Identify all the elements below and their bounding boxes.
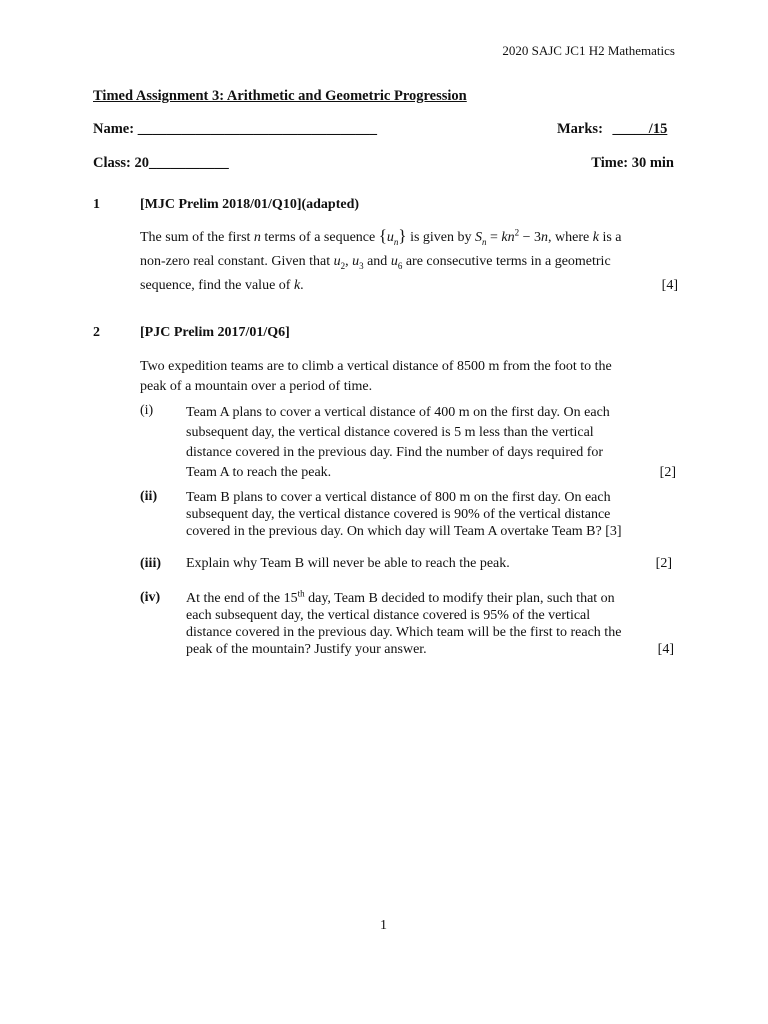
part-iv-marks: [4] xyxy=(657,642,674,657)
question-1-heading: [MJC Prelim 2018/01/Q10](adapted) xyxy=(140,197,360,212)
page-number: 1 xyxy=(380,918,387,933)
part-iii-marks: [2] xyxy=(655,556,672,571)
part-ii-body: Team B plans to cover a vertical distance of 800 m on the first day. On each subsequent day, the vertical distance covered is 90% of the vertical distance covered in the previous day. On which day will Team A overtake Team B? [3] xyxy=(186,490,622,539)
question-2-heading: [PJC Prelim 2017/01/Q6] xyxy=(140,325,290,340)
part-i-marks: [2] xyxy=(659,465,676,480)
time-field: Time: 30 min xyxy=(591,155,674,171)
q1-line-3: sequence, find the value of k. [4] xyxy=(140,274,678,298)
part-iv-label: (iv) xyxy=(140,590,161,605)
page-header: 2020 SAJC JC1 H2 Mathematics xyxy=(502,43,675,58)
part-i-label: (i) xyxy=(140,403,154,418)
part-i-body: Team A plans to cover a vertical distance of 400 m on the first day. On each subsequent day, the vertical distance covered is 5 m less than the vertical distance covered in the previous day. Find the number of days required for Team A to reach the peak. [2] xyxy=(186,403,676,483)
name-field xyxy=(93,121,377,138)
q1-line-1: The sum of the first n terms of a sequence $\{u_n\}$ is given by $S_n = kn^2 - 3n$, where k is a xyxy=(140,226,622,247)
q1-marks: [4] xyxy=(661,278,678,293)
class-field: Class: 20___________ xyxy=(93,155,229,171)
part-ii-label: (ii) xyxy=(140,489,158,504)
sequence-notation: { xyxy=(378,226,387,245)
marks-label: Marks: xyxy=(557,121,603,137)
part-iii-body: Explain why Team B will never be able to reach the peak. [2] xyxy=(186,556,672,571)
part-iv-body: At the end of the 15th day, Team B decided to modify their plan, such that on each subsequent day, the vertical distance covered is 95% of the vertical distance covered in the previous day. Which team will be the first to reach the peak of the mountain? Justify your answer. [4] xyxy=(186,588,674,657)
question-2-number: 2 xyxy=(93,325,100,340)
question-2-intro xyxy=(140,357,678,397)
q2-intro-line-1: Two expedition teams are to climb a vertical distance of 8500 m from the foot to the xyxy=(140,359,612,374)
marks-value: _____/15 xyxy=(612,121,668,137)
q1-line-2: non-zero real constant. Given that $u_2$, $u_3$ and $u_6$ are consecutive terms in a geometric xyxy=(140,254,611,271)
name-line: _________________________________ xyxy=(137,121,377,137)
part-iii-label: (iii) xyxy=(140,556,161,571)
question-1-number: 1 xyxy=(93,197,100,212)
question-1-body xyxy=(140,224,678,298)
q2-intro-line-2: peak of a mountain over a period of time. xyxy=(140,379,373,394)
marks-field xyxy=(557,121,667,138)
sum-formula: $S_n = kn^2 - 3n$ xyxy=(475,227,549,247)
name-label: Name: xyxy=(93,121,135,137)
assignment-title: Timed Assignment 3: Arithmetic and Geometric Progression xyxy=(93,88,467,104)
